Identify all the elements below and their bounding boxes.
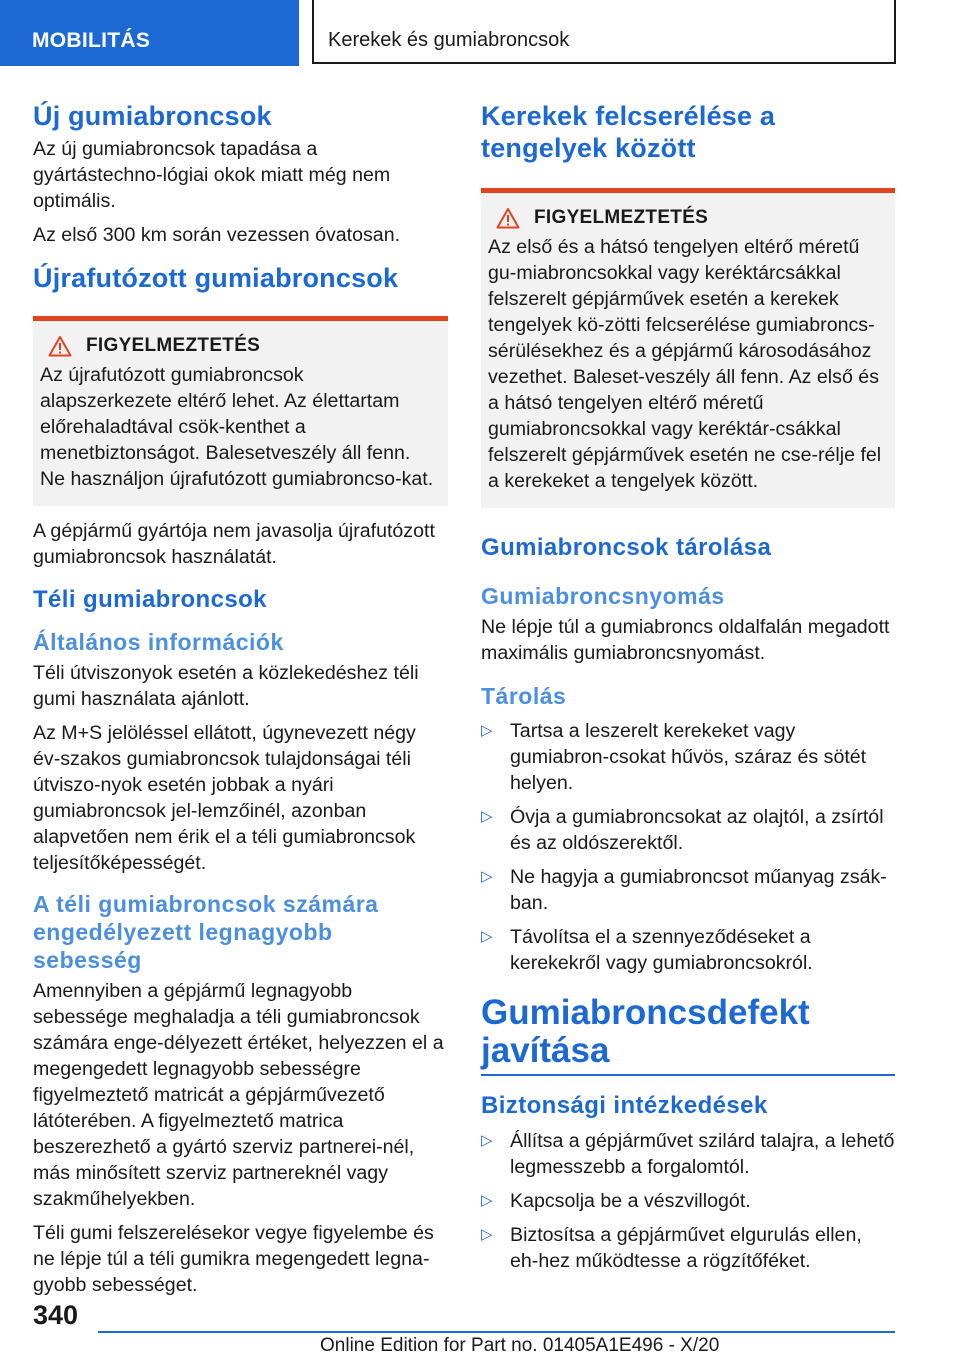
paragraph: Az új gumiabroncsok tapadása a gyártástechno-lógiai okok miatt még nem optimális. — [33, 138, 391, 212]
triangle-bullet-icon: ▷ — [481, 928, 493, 945]
paragraph: Téli útviszonyok esetén a közlekedéshez téli gumi használata ajánlott. — [33, 662, 419, 710]
heading-uj-gumiabroncsok: Új gumiabroncsok — [33, 101, 272, 131]
page-header — [0, 0, 960, 66]
heading-gumiabroncsdefekt: Gumiabroncsdefekt javítása — [481, 993, 810, 1070]
paragraph: Amennyiben a gépjármű legnagyobb sebessége meghaladja a téli gumiabroncsok számára enge-délyezett értéket, helyezzen el a megengedett legnagyobb sebességre figyelmeztető matricát a gépjárművezető látóterében. A figyelmeztető matrica beszerezhető a gyártó szerviz partnerei-nél, más minősített szerviz partnereknél vagy szakműhelyekben. — [33, 980, 444, 1210]
divider — [481, 1074, 895, 1076]
paragraph: Az első 300 km során vezessen óvatosan. — [33, 224, 401, 246]
list-item: ▷ Tartsa a leszerelt kerekeket vagy gumiabron-csokat hűvös, száraz és sötét helyen. — [481, 720, 867, 794]
triangle-bullet-icon: ▷ — [481, 1132, 493, 1149]
heading-tarolas: Tárolás — [481, 683, 567, 709]
list-item: ▷ Távolítsa el a szennyeződéseket a kerekekről vagy gumiabroncsokról. — [481, 926, 813, 974]
list-item: ▷ Kapcsolja be a vészvillogót. — [481, 1190, 751, 1212]
warning-text: Az újrafutózott gumiabroncsok alapszerkezete eltérő lehet. Az élettartam előrehaladtával csök-kenthet a menetbiztonságot. Balesetveszély áll fenn. Ne használjon újrafutózott gumiabroncso-kat. — [40, 364, 434, 490]
warning-header — [496, 207, 887, 229]
warning-header — [48, 335, 440, 357]
warning-text: Az első és a hátsó tengelyen eltérő méretű gu-miabroncsokkal vagy keréktárcsákkal felszerelt gépjárművek esetén a kerekek tengelyek kö-zötti felcserélése gumiabroncs-sérülésekhez és a gépjármű károsodásához vezethet. Baleset-veszély áll fenn. Az első és a hátsó tengelyen eltérő méretű gumiabroncsokkal vagy keréktár-csákkal felszerelt gépjárművek esetén ne cse-rélje fel a kerekeket a tengelyek között. — [488, 236, 882, 492]
list-item: ▷ Biztosítsa a gépjárművet elgurulás ellen, eh-hez működtesse a rögzítőféket. — [481, 1224, 862, 1272]
section-tab: MOBILITÁS — [0, 0, 299, 66]
triangle-bullet-icon: ▷ — [481, 868, 493, 885]
heading-biztonsagi-intezkedesek: Biztonsági intézkedések — [481, 1092, 768, 1119]
heading-teli-gumiabroncsok: Téli gumiabroncsok — [33, 586, 267, 613]
heading-gumiabroncsok-tarolasa: Gumiabroncsok tárolása — [481, 534, 772, 561]
warning-box — [481, 188, 895, 508]
chapter-title: Kerekek és gumiabroncsok — [312, 0, 896, 64]
heading-ujrafutozott: Újrafutózott gumiabroncsok — [33, 263, 399, 293]
list-item: ▷ Ne hagyja a gumiabroncsot műanyag zsák-ban. — [481, 866, 887, 914]
heading-altalanos-informaciok: Általános információk — [33, 629, 284, 655]
list-item: ▷ Állítsa a gépjárművet szilárd talajra, a lehető legmesszebb a forgalomtól. — [481, 1130, 895, 1178]
list-item: ▷ Óvja a gumiabroncsokat az olajtól, a zsírtól és az oldószerektől. — [481, 806, 884, 854]
paragraph: Téli gumi felszerelésekor vegye figyelembe és ne lépje túl a téli gumikra megengedett legna-gyobb sebességet. — [33, 1222, 434, 1296]
page-number: 340 — [33, 1300, 79, 1330]
warning-label: FIGYELMEZTETÉS — [534, 207, 709, 228]
warning-triangle-icon — [496, 207, 520, 229]
paragraph: Az M+S jelöléssel ellátott, úgynevezett négy év-szakos gumiabroncsok tulajdonságai téli útviszo-nyok esetén jobbak a nyári gumiabroncsok jel-lemzőinél, azonban alapvetően nem érik el a téli gumiabroncsok teljesítőképességét. — [33, 722, 416, 874]
warning-label: FIGYELMEZTETÉS — [86, 335, 261, 356]
safety-list — [481, 1128, 895, 1274]
heading-kerekek-felcserelese: Kerekek felcserélése a tengelyek között — [481, 101, 776, 163]
edition-text: Online Edition for Part no. 01405A1E496 - X/20 — [320, 1335, 720, 1356]
heading-teli-sebesseg: A téli gumiabroncsok számára engedélyezett legnagyobb sebesség — [33, 891, 379, 973]
triangle-bullet-icon: ▷ — [481, 1226, 493, 1243]
heading-gumiabroncsnyomas: Gumiabroncsnyomás — [481, 583, 725, 609]
paragraph: A gépjármű gyártója nem javasolja újrafutózott gumiabroncsok használatát. — [33, 520, 435, 568]
storage-list — [481, 718, 895, 976]
triangle-bullet-icon: ▷ — [481, 722, 493, 739]
warning-box — [33, 316, 448, 506]
warning-triangle-icon — [48, 335, 72, 357]
left-column — [33, 100, 448, 1306]
triangle-bullet-icon: ▷ — [481, 808, 493, 825]
footer-divider — [98, 1331, 895, 1333]
paragraph: Ne lépje túl a gumiabroncs oldalfalán megadott maximális gumiabroncsnyomást. — [481, 616, 890, 664]
triangle-bullet-icon: ▷ — [481, 1192, 493, 1209]
right-column — [481, 100, 895, 1284]
